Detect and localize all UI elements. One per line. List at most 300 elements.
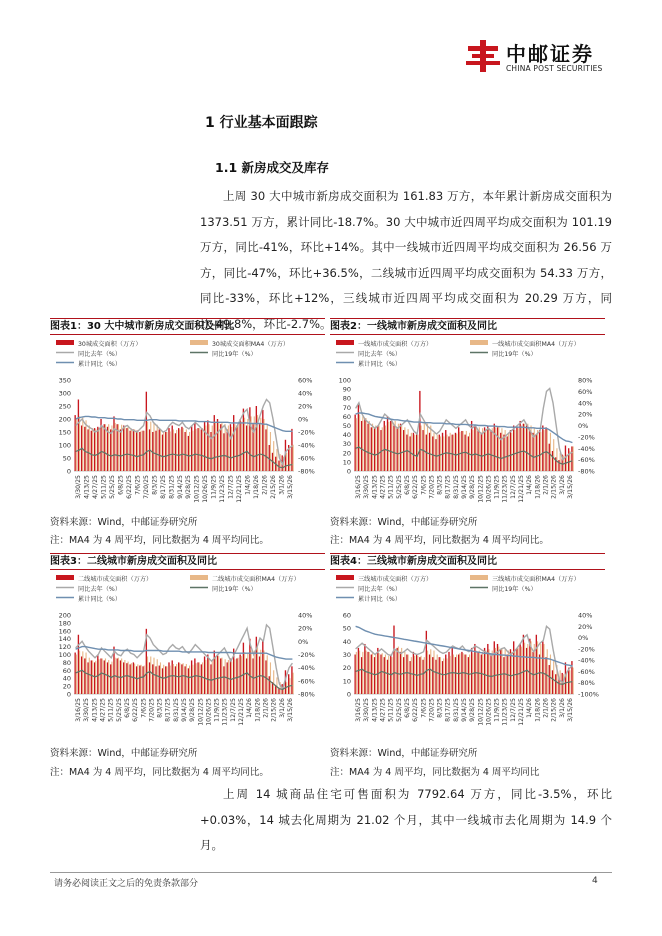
ma4-bar (247, 419, 248, 471)
ma4-bar (267, 424, 268, 471)
bar (155, 431, 156, 471)
ma4-bar (479, 651, 480, 694)
x-tick-label: 11/23/25 (501, 698, 509, 726)
ma4-bar (189, 666, 190, 694)
y2-tick-label: -40% (578, 444, 595, 453)
bar (487, 426, 488, 472)
bar (217, 655, 218, 695)
bar (458, 427, 459, 471)
bar (494, 424, 495, 471)
bar (243, 643, 244, 694)
x-tick-label: 12/7/25 (229, 698, 237, 722)
ma4-bar (186, 664, 187, 694)
bar (223, 433, 224, 471)
bar (429, 655, 430, 695)
x-tick-label: 11/9/25 (213, 698, 221, 722)
bar (175, 666, 176, 694)
ma4-bar (128, 662, 129, 694)
bar (403, 657, 404, 694)
ma4-bar (511, 652, 512, 694)
ma4-bar (456, 655, 457, 695)
y-tick-label: 10 (342, 458, 351, 467)
y2-tick-label: 20% (578, 622, 593, 631)
y2-tick-label: -100% (578, 690, 599, 699)
legend-label: 一线城市成交面积MA4（万方） (492, 341, 580, 348)
bar (91, 660, 92, 694)
ma4-bar (134, 429, 135, 471)
x-tick-label: 3/16/25 (355, 698, 363, 722)
y2-tick-label: -80% (298, 467, 315, 476)
ma4-bar (118, 658, 119, 694)
ma4-bar (485, 651, 486, 694)
y-tick-label: 10 (342, 677, 351, 686)
ma4-bar (369, 421, 370, 471)
bar (549, 444, 550, 471)
ma4-bar (440, 436, 441, 471)
ma4-bar (228, 660, 229, 694)
y-tick-label: 50 (342, 624, 351, 633)
x-tick-label: 6/22/25 (132, 698, 140, 722)
subsection-heading: 1.1 新房成交及库存 (215, 160, 329, 175)
ma4-bar (144, 666, 145, 694)
ma4-bar (420, 426, 421, 472)
bar (110, 664, 111, 694)
bar (432, 436, 433, 471)
ma4-bar (183, 428, 184, 471)
ma4-bar (543, 430, 544, 471)
bar (545, 427, 546, 471)
ma4-bar (124, 426, 125, 471)
bar (452, 648, 453, 694)
ma4-bar (488, 428, 489, 471)
ma4-bar (524, 424, 525, 471)
bar (435, 660, 436, 694)
y2-tick-label: 20% (298, 624, 313, 633)
x-tick-label: 8/3/25 (436, 475, 444, 495)
x-tick-label: 3/30/25 (363, 698, 371, 722)
bar (519, 644, 520, 694)
ma4-bar (511, 433, 512, 471)
bar (236, 658, 237, 694)
x-tick-label: 4/27/25 (379, 475, 387, 499)
bar (74, 415, 75, 471)
bar (409, 436, 410, 471)
ma4-bar (98, 659, 99, 694)
ma4-bar (98, 428, 99, 471)
y2-tick-label: -60% (298, 454, 315, 463)
figure-1 (50, 318, 325, 548)
ma4-bar (173, 429, 174, 471)
ma4-bar (244, 418, 245, 471)
bar (361, 421, 362, 471)
y-tick-label: 0 (346, 690, 351, 699)
y-tick-label: 60 (62, 666, 71, 675)
ma4-bar (450, 656, 451, 694)
ma4-bar (433, 433, 434, 471)
bar (539, 655, 540, 695)
bar (400, 652, 401, 694)
ma4-bar (179, 429, 180, 471)
bar (94, 662, 95, 694)
bar (172, 426, 173, 472)
x-tick-label: 8/31/25 (452, 475, 460, 499)
y2-tick-label: -60% (578, 456, 595, 465)
ma4-bar (475, 428, 476, 471)
bar (162, 668, 163, 694)
ma4-bar (518, 428, 519, 471)
bar (523, 635, 524, 694)
ma4-bar (147, 656, 148, 694)
ma4-bar (485, 429, 486, 471)
bar (364, 644, 365, 694)
bar (188, 668, 189, 694)
ma4-bar (550, 433, 551, 471)
bar (568, 668, 569, 694)
x-tick-label: 2/1/26 (262, 698, 270, 718)
ma4-bar (547, 428, 548, 471)
bar (110, 429, 111, 471)
x-tick-label: 5/11/25 (387, 698, 395, 722)
ma4-bar (163, 431, 164, 471)
legend-swatch (56, 575, 74, 580)
bar (152, 664, 153, 694)
bar (256, 637, 257, 694)
bar (393, 426, 394, 472)
y-tick-label: 0 (346, 467, 351, 476)
ma4-bar (556, 448, 557, 471)
ma4-bar (391, 420, 392, 471)
y-tick-label: 40 (62, 674, 71, 683)
y-tick-label: 100 (58, 441, 71, 450)
ma4-bar (183, 663, 184, 694)
bar (542, 426, 543, 472)
ma4-bar (362, 652, 363, 694)
ma4-bar (173, 664, 174, 694)
bar (133, 429, 134, 471)
body-paragraph-inventory: 上周 14 城商品住宅可售面积为 7792.64 万方，同比-3.5%，环比+0.03%，14 城去化周期为 21.02 个月，其中一线城市去化周期为 14.9 个月。 (200, 787, 612, 853)
x-tick-label: 7/6/25 (134, 475, 142, 495)
bar (432, 657, 433, 694)
bar (371, 427, 372, 471)
ma4-bar (440, 657, 441, 694)
ma4-bar (482, 428, 483, 471)
x-tick-label: 9/14/25 (461, 698, 468, 722)
bar (204, 422, 205, 471)
bar (494, 641, 495, 694)
y-tick-label: 60 (342, 611, 351, 620)
bar (568, 448, 569, 471)
y2-tick-label: 60% (298, 376, 313, 385)
bar (490, 430, 491, 471)
ma4-bar (231, 662, 232, 694)
ma4-bar (378, 426, 379, 472)
x-tick-label: 1/18/26 (254, 698, 262, 722)
ma4-bar (553, 439, 554, 471)
x-tick-label: 4/13/25 (83, 475, 91, 499)
ma4-bar (254, 651, 255, 694)
footer-disclaimer: 请务必阅读正文之后的免责条款部分 (54, 879, 199, 889)
bar (516, 427, 517, 471)
ma4-bar (424, 421, 425, 471)
bar (184, 432, 185, 471)
bar (252, 658, 253, 694)
ma4-bar (79, 651, 80, 694)
bar (178, 662, 179, 694)
bar (419, 391, 420, 471)
y-tick-label: 200 (58, 415, 71, 424)
ma4-bar (263, 419, 264, 471)
ma4-bar (514, 430, 515, 471)
x-tick-label: 7/20/25 (142, 475, 150, 499)
bar (178, 428, 179, 471)
ma4-bar (573, 668, 574, 694)
y2-tick-label: -60% (578, 667, 595, 676)
x-tick-label: 2/15/26 (550, 698, 558, 722)
y2-tick-label: 0% (298, 637, 309, 646)
x-tick-label: 10/26/25 (485, 475, 493, 503)
bar (87, 429, 88, 471)
bar (210, 664, 211, 694)
y2-tick-label: -80% (298, 690, 315, 699)
x-tick-label: 3/1/26 (558, 698, 566, 718)
ma4-bar (176, 430, 177, 471)
ma4-bar (105, 658, 106, 694)
bar (262, 641, 263, 694)
x-tick-label: 10/26/25 (485, 698, 493, 726)
legend-swatch (56, 340, 74, 345)
bar (188, 436, 189, 471)
x-tick-label: 12/7/25 (227, 475, 235, 499)
ma4-bar (466, 431, 467, 471)
y-tick-label: 40 (342, 431, 351, 440)
ma4-bar (437, 435, 438, 471)
company-logo (466, 38, 616, 78)
x-tick-label: 1/4/26 (526, 475, 534, 495)
ma4-bar (359, 415, 360, 471)
ma4-bar (547, 649, 548, 694)
bar (422, 660, 423, 694)
legend-label: 同比19年（%） (212, 351, 257, 358)
bar (549, 665, 550, 694)
ma4-bar (124, 660, 125, 694)
ma4-bar (160, 429, 161, 471)
ma4-bar (108, 660, 109, 694)
x-tick-label: 2/15/26 (269, 475, 277, 499)
ma4-bar (356, 418, 357, 471)
x-tick-label: 3/16/25 (355, 475, 363, 499)
bar (354, 415, 355, 471)
y-tick-label: 80 (62, 658, 71, 667)
x-tick-label: 9/28/25 (189, 698, 197, 722)
figure-2 (330, 318, 605, 548)
x-tick-label: 3/30/25 (83, 698, 91, 722)
ma4-bar (573, 446, 574, 471)
bar (380, 655, 381, 695)
x-tick-label: 10/12/25 (477, 698, 485, 726)
ma4-bar (293, 673, 294, 694)
bar (513, 426, 514, 472)
bar (142, 666, 143, 694)
legend-label: 累计同比（%） (358, 361, 402, 368)
x-tick-label: 11/9/25 (210, 475, 218, 499)
legend-swatch (190, 340, 208, 345)
bar (419, 657, 420, 694)
ma4-bar (263, 651, 264, 694)
x-tick-label: 6/8/25 (403, 698, 411, 718)
ma4-bar (208, 424, 209, 471)
bar (503, 435, 504, 471)
ma4-bar (234, 659, 235, 694)
y-tick-label: 70 (342, 403, 351, 412)
bar (513, 641, 514, 694)
x-tick-label: 6/8/25 (117, 475, 125, 495)
ma4-bar (537, 641, 538, 694)
ma4-bar (456, 434, 457, 471)
y2-tick-label: 20% (578, 410, 593, 419)
bar (184, 666, 185, 694)
ma4-bar (105, 424, 106, 471)
bar (204, 656, 205, 694)
ma4-bar (437, 655, 438, 695)
y-tick-label: 30 (342, 651, 351, 659)
ma4-bar (411, 433, 412, 471)
legend-swatch (470, 575, 488, 580)
bar (129, 431, 130, 471)
x-tick-label: 5/25/25 (109, 475, 117, 499)
y2-tick-label: -20% (578, 645, 595, 654)
x-tick-label: 6/8/25 (123, 698, 131, 718)
bar (542, 641, 543, 694)
ma4-bar (212, 426, 213, 472)
ma4-bar (553, 660, 554, 694)
bar (172, 660, 173, 694)
x-tick-label: 5/25/25 (115, 698, 123, 722)
y-tick-label: 300 (58, 389, 71, 398)
ma4-bar (212, 660, 213, 694)
ma4-bar (293, 445, 294, 471)
figure-4-title: 图表4：三线城市新房成交面积及同比 (330, 553, 605, 570)
x-tick-label: 4/13/25 (371, 698, 379, 722)
x-tick-label: 2/1/26 (261, 475, 269, 495)
y-tick-label: 0 (66, 467, 71, 476)
ma4-bar (388, 422, 389, 471)
bar (256, 406, 257, 471)
bar (510, 430, 511, 471)
ma4-bar (79, 416, 80, 471)
bar (481, 433, 482, 471)
legend-label: 三线城市成交面积MA4（万方） (492, 576, 580, 583)
bar (97, 655, 98, 695)
bar (220, 424, 221, 471)
legend-label: 三线城市成交面积（万方） (358, 576, 433, 583)
y-tick-label: 120 (58, 643, 71, 652)
bar (84, 658, 85, 694)
x-tick-label: 9/28/25 (469, 475, 477, 499)
ma4-bar (260, 650, 261, 694)
ma4-bar (192, 431, 193, 471)
bar (155, 666, 156, 694)
ma4-bar (199, 662, 200, 694)
x-tick-label: 4/13/25 (371, 475, 379, 499)
bar (519, 421, 520, 471)
ma4-bar (102, 426, 103, 472)
bar (397, 648, 398, 694)
bar (87, 662, 88, 694)
bar (552, 670, 553, 694)
x-tick-label: 5/11/25 (387, 475, 395, 499)
legend-label: 同比去年（%） (358, 586, 402, 593)
x-tick-label: 5/11/25 (100, 475, 108, 499)
ma4-bar (362, 416, 363, 471)
bar (217, 419, 218, 471)
ma4-bar (479, 427, 480, 471)
bar (500, 649, 501, 694)
ma4-bar (215, 422, 216, 471)
ma4-bar (89, 658, 90, 694)
body-paragraph-new-home-sales: 上周 30 大中城市新房成交面积为 161.83 万方，本年累计新房成交面积为 1373.51 万方，累计同比-18.7%。30 大中城市近四周平均成交面积为 101.19 万方，同比-41%，环比+14%。其中一线城市近四周平均成交面积为 26.56 万方，同比-47%，环比+36.5%，二线城市近四周平均成交面积为 54.33 万方，同比-33%，环比+12%，三线城市近四周平均成交面积为 20.29 万方，同比-49.8%，环比-2.7%。 (200, 189, 612, 331)
ma4-bar (382, 653, 383, 694)
ma4-bar (540, 432, 541, 471)
bar (406, 655, 407, 695)
x-tick-label: 8/31/25 (452, 698, 460, 722)
ma4-bar (286, 453, 287, 471)
x-tick-label: 3/1/26 (558, 475, 566, 495)
x-tick-label: 2/15/26 (270, 698, 278, 722)
bar (120, 429, 121, 471)
ma4-bar (244, 652, 245, 694)
bar (197, 428, 198, 471)
x-tick-label: 12/7/25 (509, 698, 517, 722)
bar (123, 662, 124, 694)
figure-1-source: 资料来源：Wind，中邮证券研究所 (50, 517, 198, 528)
x-tick-label: 10/26/25 (205, 698, 213, 726)
ma4-bar (518, 648, 519, 694)
ma4-bar (215, 657, 216, 694)
y-tick-label: 90 (342, 385, 351, 394)
y-tick-label: 60 (342, 412, 351, 421)
figure-3-title: 图表3：二线城市新房成交面积及同比 (50, 553, 325, 570)
bar (439, 657, 440, 694)
bar (104, 660, 105, 694)
ma4-bar (208, 659, 209, 694)
legend-swatch (190, 575, 208, 580)
ma4-bar (469, 433, 470, 471)
y2-tick-label: -20% (298, 651, 315, 659)
ma4-bar (186, 429, 187, 471)
ma4-bar (289, 449, 290, 471)
ma4-bar (508, 433, 509, 471)
ma4-bar (92, 660, 93, 694)
ma4-bar (160, 662, 161, 694)
bar (239, 655, 240, 695)
bar (442, 661, 443, 694)
ma4-bar (231, 427, 232, 471)
figure-2-title: 图表2：一线城市新房成交面积及同比 (330, 318, 605, 335)
ma4-bar (521, 647, 522, 694)
figure-4-source: 资料来源：Wind，中邮证券研究所 (330, 748, 478, 759)
ma4-bar (225, 424, 226, 471)
bar (455, 657, 456, 694)
ma4-bar (273, 441, 274, 471)
x-tick-label: 2/15/26 (550, 475, 558, 499)
ma4-bar (166, 432, 167, 471)
y2-tick-label: 80% (578, 376, 593, 385)
bar (259, 424, 260, 471)
ma4-bar (218, 422, 219, 471)
x-tick-label: 8/17/25 (444, 698, 452, 722)
ma4-bar (153, 658, 154, 694)
bar (532, 433, 533, 471)
